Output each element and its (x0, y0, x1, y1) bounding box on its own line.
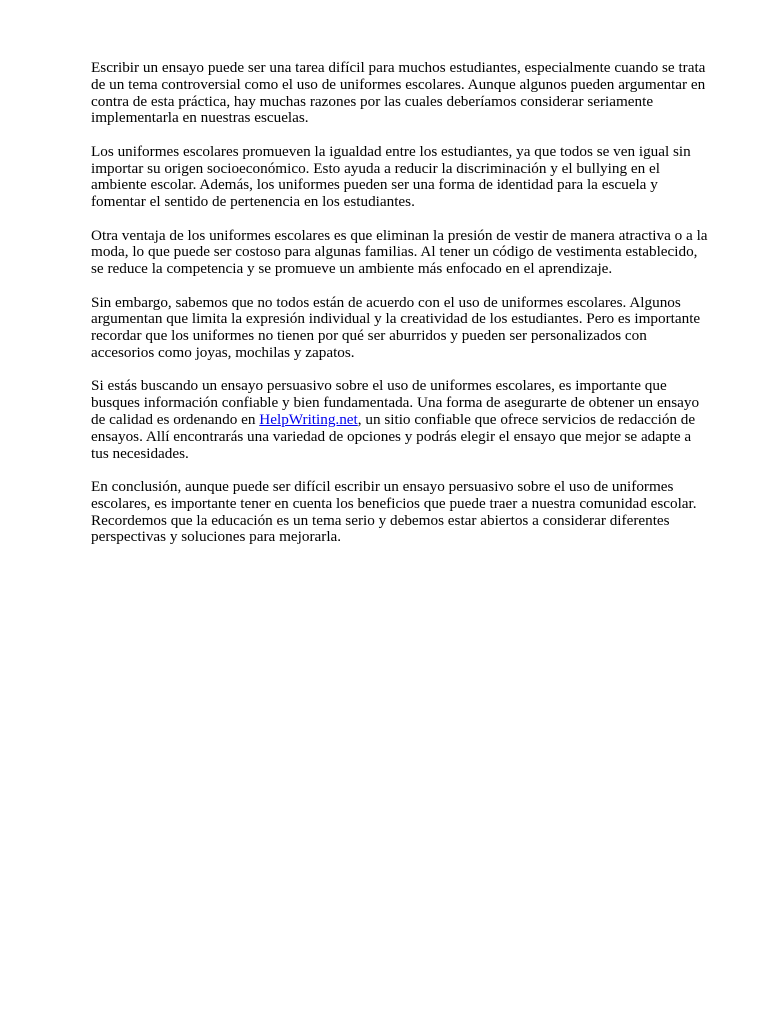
text-line: accesorios como joyas, mochilas y zapatos. (91, 343, 355, 361)
paragraph-fashion-pressure (91, 228, 731, 278)
text-segment: de calidad es ordenando en (91, 410, 260, 428)
text-line: perspectivas y soluciones para mejorarla. (91, 528, 342, 546)
text-line: contra de esta práctica, hay muchas razones por las cuales deberíamos considerar seriamente (91, 92, 654, 110)
helpwriting-link[interactable]: HelpWriting.net (259, 410, 358, 428)
text-line: tus necesidades. (91, 444, 189, 462)
text-line: fomentar el sentido de pertenencia en los estudiantes. (91, 193, 415, 211)
paragraph-intro (91, 60, 731, 127)
text-line: escolares, es importante tener en cuenta los beneficios que puede traer a nuestra comunidad escolar. (91, 494, 697, 512)
paragraph-conclusion (91, 479, 731, 546)
document-body (91, 60, 731, 563)
text-segment: , un sitio confiable que ofrece servicios de redacción de (357, 410, 696, 428)
text-line: ambiente escolar. Además, los uniformes pueden ser una forma de identidad para la escuela y (91, 176, 658, 194)
text-line: Otra ventaja de los uniformes escolares es que eliminan la presión de vestir de manera atractiva o a la (91, 226, 708, 244)
text-line: En conclusión, aunque puede ser difícil escribir un ensayo persuasivo sobre el uso de uniformes (91, 477, 674, 495)
text-line: argumentan que limita la expresión individual y la creatividad de los estudiantes. Pero es importante (91, 310, 701, 328)
text-line: importar su origen socioeconómico. Esto ayuda a reducir la discriminación y el bullying en el (91, 159, 660, 177)
paragraph-counterargument (91, 295, 731, 362)
text-line: Si estás buscando un ensayo persuasivo sobre el uso de uniformes escolares, es importante que (91, 377, 667, 395)
paragraph-equality (91, 144, 731, 211)
text-line: Recordemos que la educación es un tema serio y debemos estar abiertos a considerar diferentes (91, 511, 670, 529)
text-line: busques información confiable y bien fundamentada. Una forma de asegurarte de obtener un ensayo (91, 394, 700, 412)
text-line-with-link (91, 412, 731, 429)
text-line: se reduce la competencia y se promueve un ambiente más enfocado en el aprendizaje. (91, 260, 613, 278)
text-line: moda, lo que puede ser costoso para algunas familias. Al tener un código de vestimenta establecido, (91, 243, 698, 261)
paragraph-service-recommendation (91, 378, 731, 462)
text-line: Sin embargo, sabemos que no todos están de acuerdo con el uso de uniformes escolares. Algunos (91, 293, 681, 311)
text-line: ensayos. Allí encontrarás una variedad de opciones y podrás elegir el ensayo que mejor se adapte a (91, 427, 692, 445)
text-line: Escribir un ensayo puede ser una tarea difícil para muchos estudiantes, especialmente cuando se trata (91, 59, 706, 76)
text-line: de un tema controversial como el uso de uniformes escolares. Aunque algunos pueden argumentar en (91, 75, 706, 93)
text-line: Los uniformes escolares promueven la igualdad entre los estudiantes, ya que todos se ven igual sin (91, 142, 691, 160)
text-line: implementarla en nuestras escuelas. (91, 109, 309, 127)
text-line: recordar que los uniformes no tienen por qué ser aburridos y pueden ser personalizados con (91, 327, 647, 345)
